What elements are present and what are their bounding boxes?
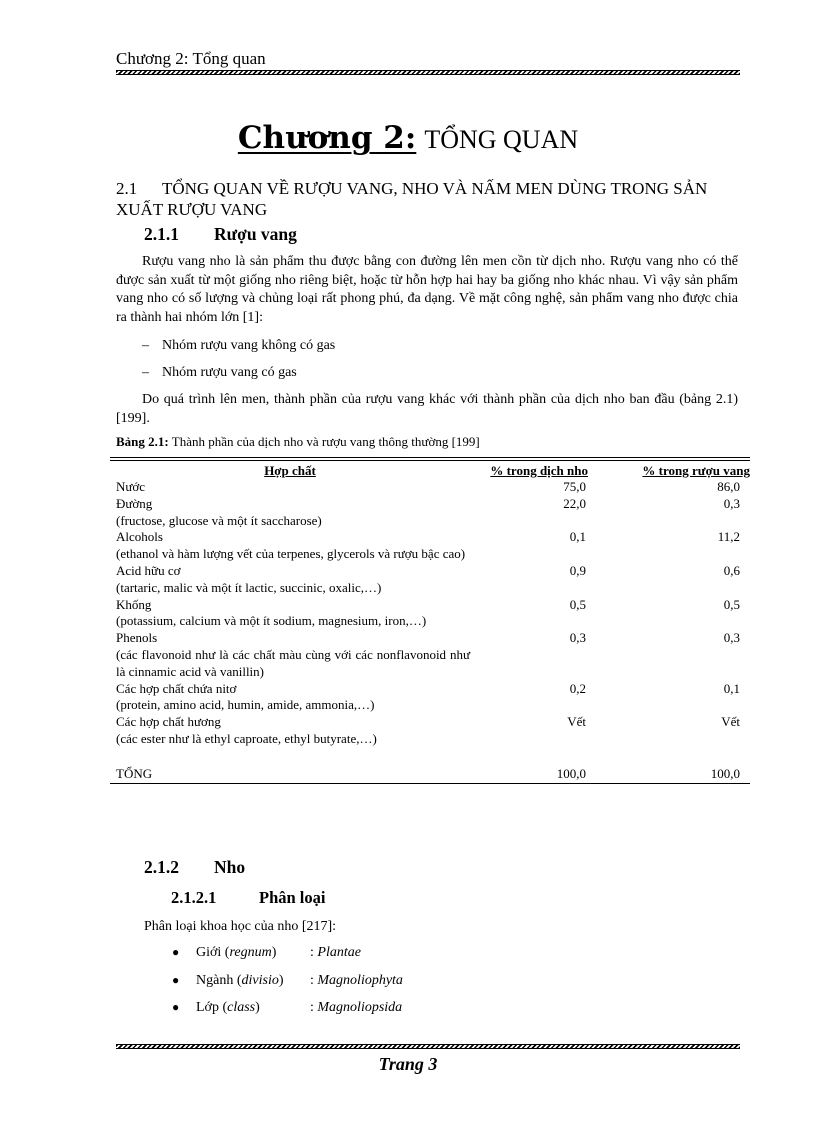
table-row — [110, 529, 750, 563]
column-header: Hợp chất — [264, 463, 316, 478]
table-row — [110, 563, 750, 597]
footer-rule — [116, 1044, 740, 1049]
wine-value: 0,3 — [723, 495, 740, 511]
compound-description: (tartaric, malic và một ít lactic, succinic, oxalic,…) — [116, 579, 382, 595]
section-number: 2.1 — [116, 179, 138, 198]
juice-value: 0,2 — [569, 680, 586, 696]
taxonomy-rank — [196, 1000, 310, 1016]
rank-latin: regnum — [229, 945, 272, 960]
chapter-title — [0, 120, 816, 156]
taxonomy-separator: : — [310, 1000, 318, 1015]
compound-name: Đường — [116, 495, 153, 511]
rank-name: Ngành ( — [196, 973, 242, 988]
total-label: TỔNG — [116, 765, 153, 781]
section-title: Rượu vang — [214, 224, 297, 244]
rank-name: Giới ( — [196, 945, 230, 960]
compound-name: Alcohols — [116, 529, 163, 545]
dash-marker: – — [142, 365, 149, 380]
wine-value: 0,6 — [723, 562, 740, 578]
table-row — [110, 630, 750, 680]
compound-description: (các ester như là ethyl caproate, ethyl butyrate,…) — [116, 730, 377, 746]
composition-table — [110, 457, 750, 784]
wine-value: 11,2 — [717, 529, 740, 545]
dash-marker: – — [142, 338, 149, 353]
bullet-marker: ● — [172, 1000, 180, 1014]
compound-description: (fructose, glucose và một ít saccharose) — [116, 512, 322, 528]
wine-value: 0,3 — [723, 630, 740, 646]
bullet-marker: ● — [172, 945, 180, 959]
taxonomy-item — [172, 1000, 402, 1016]
section-heading-2-1 — [116, 178, 746, 220]
table-row — [110, 597, 750, 631]
table-caption — [116, 434, 480, 450]
list-item-text: Nhóm rượu vang có gas — [162, 365, 297, 380]
section-heading-2-1-2-1 — [171, 888, 325, 908]
paragraph-wine-intro: Rượu vang nho là sản phẩm thu được bằng con đường lên men cồn từ dịch nho. Rượu vang nho có thể được sản xuất từ một giống nho riêng biệt, hoặc từ hỗn hợp hai hay ba giống nho khác nhau. Vì vậy sản phẩm vang nho có số lượng và chủng loại rất phong phú, đa dạng. Về mặt công nghệ, sản phẩm vang nho được chia ra thành hai nhóm lớn [1]: — [116, 254, 738, 325]
section-title: Phân loại — [259, 888, 326, 907]
paragraph-fermentation: Do quá trình lên men, thành phần của rượu vang khác với thành phần của dịch nho ban đầu (bảng 2.1) [199]. — [116, 392, 738, 426]
table-total-row — [110, 748, 750, 783]
section-heading-2-1-2 — [144, 857, 245, 878]
table-caption-text: Thành phần của dịch nho và rượu vang thông thường [199] — [168, 434, 480, 449]
section-number: 2.1.2 — [144, 857, 179, 877]
juice-value: 75,0 — [563, 479, 586, 494]
table-caption-label: Bảng 2.1: — [116, 434, 169, 449]
taxonomy-value: Plantae — [317, 945, 361, 960]
taxonomy-value: Magnoliophyta — [317, 973, 403, 988]
table-row — [110, 714, 750, 748]
wine-value: Vết — [721, 714, 740, 730]
paragraph-taxonomy-intro: Phân loại khoa học của nho [217]: — [144, 919, 337, 934]
chapter-title-number: Chương 2: — [237, 120, 417, 156]
wine-value: 0,5 — [723, 596, 740, 612]
column-header: % trong rượu vang — [642, 463, 750, 478]
list-item — [142, 365, 297, 381]
list-item — [142, 338, 335, 354]
section-heading-2-1-1 — [144, 224, 297, 245]
juice-total: 100,0 — [556, 765, 586, 781]
juice-value: 0,5 — [569, 596, 586, 612]
section-title: Nho — [214, 857, 246, 877]
compound-description: (potassium, calcium và một ít sodium, magnesium, iron,…) — [116, 613, 427, 629]
compound-name: Phenols — [116, 630, 158, 646]
table-row — [110, 681, 750, 715]
compound-name: Khống — [116, 596, 152, 612]
compound-name: Acid hữu cơ — [116, 562, 181, 578]
rank-close: ) — [271, 945, 277, 960]
taxonomy-separator: : — [310, 973, 318, 988]
compound-name: Nước — [116, 479, 146, 494]
rank-name: Lớp ( — [196, 1000, 228, 1015]
rank-close: ) — [255, 1000, 260, 1015]
list-item-text: Nhóm rượu vang không có gas — [162, 338, 336, 353]
juice-value: 0,1 — [569, 529, 586, 545]
taxonomy-value: Magnoliopsida — [317, 1000, 403, 1015]
compound-description: (các flavonoid như là các chất màu cùng với các nonflavonoid như là cinnamic acid và vanillin) — [116, 646, 470, 679]
taxonomy-rank — [196, 973, 310, 989]
wine-value: 86,0 — [717, 479, 740, 494]
bullet-marker: ● — [172, 973, 180, 987]
juice-value: 0,3 — [569, 630, 586, 646]
taxonomy-rank — [196, 945, 310, 961]
rank-latin: class — [227, 1000, 256, 1015]
header-rule — [116, 70, 740, 75]
compound-name: Các hợp chất hương — [116, 714, 221, 730]
section-title: TỔNG QUAN VỀ RƯỢU VANG, NHO VÀ NẤM MEN DÙNG TRONG SẢN XUẤT RƯỢU VANG — [116, 179, 708, 219]
compound-description: (ethanol và hàm lượng vết của terpenes, glycerols và rượu bậc cao) — [116, 546, 466, 562]
column-header: % trong dịch nho — [490, 463, 588, 478]
taxonomy-item — [172, 973, 403, 989]
juice-value: 22,0 — [563, 495, 586, 511]
table-row — [110, 479, 750, 496]
juice-value: Vết — [567, 714, 586, 730]
taxonomy-item — [172, 945, 361, 961]
page-header: Chương 2: Tổng quan — [116, 49, 266, 68]
compound-description: (protein, amino acid, humin, amide, ammonia,…) — [116, 697, 375, 713]
table-row — [110, 496, 750, 530]
rank-close: ) — [278, 973, 284, 988]
compound-name: Các hợp chất chứa nitơ — [116, 680, 237, 696]
page-number: Trang 3 — [378, 1054, 438, 1074]
wine-total: 100,0 — [710, 765, 740, 781]
rank-latin: divisio — [241, 973, 279, 988]
section-number: 2.1.1 — [144, 224, 179, 244]
juice-value: 0,9 — [569, 562, 586, 578]
section-number: 2.1.2.1 — [171, 888, 217, 907]
wine-value: 0,1 — [723, 680, 740, 696]
taxonomy-separator: : — [310, 945, 318, 960]
chapter-title-text: TỔNG QUAN — [424, 125, 579, 154]
